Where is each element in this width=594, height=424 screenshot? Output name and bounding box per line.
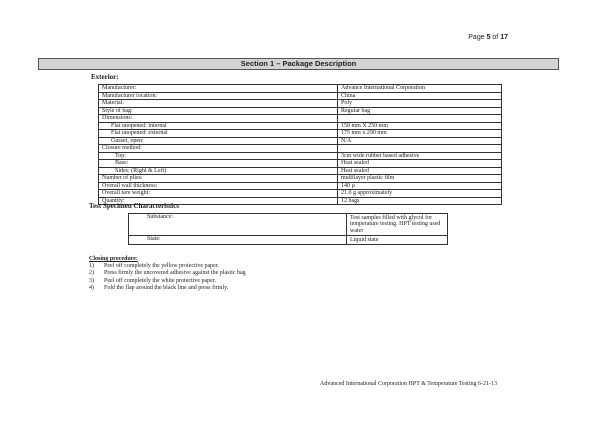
row-label: Number of plies:	[99, 175, 338, 183]
row-label: Base:	[99, 160, 338, 168]
row-value: China	[338, 92, 502, 100]
table-row	[99, 137, 502, 145]
row-value: Poly	[338, 100, 502, 108]
row-value: Heat sealed	[338, 160, 502, 168]
row-value: 12 bags	[338, 197, 502, 205]
table-row	[99, 107, 502, 115]
row-value: 3cm wide rubber based adhesive	[338, 152, 502, 160]
row-label: Material:	[99, 100, 338, 108]
closing-procedure	[89, 256, 246, 292]
page-of: of	[490, 34, 501, 41]
row-label: Closure method:	[99, 145, 338, 153]
step-text: Peel off completely the yellow protective paper.	[104, 263, 220, 270]
table-row	[99, 122, 502, 130]
row-value: N/A	[338, 137, 502, 145]
step-text: Peel off completely the white protective paper.	[104, 277, 217, 284]
row-value	[338, 115, 502, 123]
test-specimen-table	[128, 213, 448, 245]
table-row	[99, 167, 502, 175]
row-label: Dimensions:	[99, 115, 338, 123]
list-item	[89, 278, 246, 285]
row-value: Advance International Corporation	[338, 85, 502, 93]
row-label: Manufacturer location:	[99, 92, 338, 100]
row-label: Flat unopened: internal	[99, 122, 338, 130]
table-row	[99, 160, 502, 168]
exterior-label: Exterior:	[91, 73, 119, 81]
section-title: Section 1 – Package Description	[38, 58, 559, 70]
row-value: 150 mm X 250 mm	[338, 122, 502, 130]
table-row	[99, 145, 502, 153]
row-value: Liquid state	[347, 235, 448, 244]
row-label: State:	[129, 235, 347, 244]
closing-title: Closing procedure:	[89, 256, 138, 262]
page-footer: Advanced International Corporation HPT & Temperature Testing 6-21-13	[320, 381, 497, 387]
table-row	[99, 85, 502, 93]
table-row	[129, 214, 448, 236]
step-text: Fold the flap around the black line and press firmly.	[104, 284, 229, 291]
row-value: Regular bag	[338, 107, 502, 115]
step-text: Press firmly the uncovered adhesive against the plastic bag	[104, 270, 246, 277]
row-value: 140 µ	[338, 182, 502, 190]
row-label: Quantity:	[99, 197, 338, 205]
page-total: 17	[500, 34, 508, 41]
table-row	[99, 182, 502, 190]
row-value: 21.0 g approximately	[338, 190, 502, 198]
page-current: 5	[486, 34, 491, 41]
row-value: Test samples filled with glycol for temperature testing. HPT testing used water	[347, 214, 448, 236]
page-number	[468, 34, 508, 41]
list-item	[89, 285, 246, 292]
row-value: Heat sealed	[338, 167, 502, 175]
test-specimen-title: Test Specimen Characteristics	[89, 202, 179, 210]
table-row	[99, 100, 502, 108]
row-label: Top:	[99, 152, 338, 160]
row-value: 175 mm x 290 mm	[338, 130, 502, 138]
row-label: Manufacturer:	[99, 85, 338, 93]
step-number: 1)	[89, 263, 94, 270]
row-label: Overall tare weight:	[99, 190, 338, 198]
list-item	[89, 270, 246, 277]
row-label: Style of bag:	[99, 107, 338, 115]
table-row	[99, 152, 502, 160]
table-row	[99, 115, 502, 123]
step-number: 2)	[89, 270, 94, 277]
step-number: 3)	[89, 277, 94, 284]
row-value: multilayer plastic film	[338, 175, 502, 183]
row-label: Gusset, open:	[99, 137, 338, 145]
row-label: Overall wall thickness:	[99, 182, 338, 190]
table-row	[99, 130, 502, 138]
row-value	[338, 145, 502, 153]
exterior-table	[98, 84, 502, 205]
step-number: 4)	[89, 284, 94, 291]
page-prefix: Page	[468, 34, 487, 41]
row-label: Sides: (Right & Left)	[99, 167, 338, 175]
row-label: Flat unopened: external	[99, 130, 338, 138]
row-label: Substance:	[129, 214, 347, 236]
table-row	[99, 92, 502, 100]
table-row	[99, 190, 502, 198]
table-row	[99, 175, 502, 183]
table-row	[129, 235, 448, 244]
